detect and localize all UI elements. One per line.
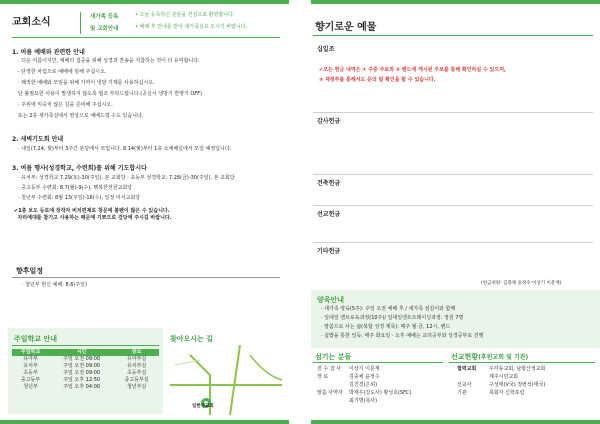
top-accent-bar <box>311 0 600 4</box>
mission-list <box>457 366 545 397</box>
section-3-line: · 중고등부 수련회: 8.7(월)-9(수), 행복한전원교회당 <box>18 185 133 191</box>
top-accent-bar <box>0 0 289 4</box>
servers-list <box>317 366 411 405</box>
mission-kind: 협력교회 <box>457 366 477 372</box>
mission-names: 우각동교회, 남항산정교회 <box>489 366 546 372</box>
table-row <box>12 370 159 377</box>
title-underline <box>313 35 593 36</box>
server-names: 박재우(강도사) 황성호(SFC) <box>349 390 412 396</box>
offering-category: 기타헌금 <box>317 248 341 255</box>
table-row <box>12 363 159 370</box>
table-cell: 청년부실 <box>126 384 147 390</box>
tithe-label: 십일조 <box>317 46 335 53</box>
table-row <box>12 384 159 391</box>
table-cell: 주일 오후 04:00 <box>63 384 101 390</box>
mission-names: 구성태(V국) 정변석(태국) <box>489 382 546 388</box>
mission-title-text: 선교현황 <box>451 353 479 361</box>
upcoming-title: 향후일정 <box>16 267 44 275</box>
page-title-offerings: 향기로운 예물 <box>315 22 377 33</box>
sunday-school-table <box>12 349 159 391</box>
offering-divider <box>313 174 593 175</box>
table-header: 시간 <box>49 349 114 356</box>
page-title-news: 교회소식 <box>12 17 51 28</box>
mission-kind: 기관 <box>457 390 467 396</box>
mission-title <box>451 352 528 362</box>
map-church-label: 일한성교회 <box>192 404 214 409</box>
mission-kind: 선교사 <box>457 382 472 388</box>
mission-divider <box>449 362 595 363</box>
map-title: 찾아오시는 길 <box>170 335 214 343</box>
nurturing-line: · 일대일 엔트로육과정(10주)/ 일대일엔트트레이닝과정: 정원 7명 <box>321 315 464 321</box>
table-cell: 초등부 <box>23 370 38 376</box>
newcomer-note: • 오늘 등록하신 분들을 진심으로 환영합니다. <box>135 12 235 18</box>
server-role: 전 수 집 사 <box>317 366 342 372</box>
table-header-row <box>12 349 159 356</box>
offering-committee: (헌금위원: 김종채 윤정수 이상기 이문재) <box>481 281 562 286</box>
offering-divider <box>313 205 593 206</box>
mission-names: 제주시민교회 <box>489 374 518 380</box>
section-heading-dawn-prayer: 2. 새벽기도회 안내 <box>12 136 64 143</box>
offering-category: 건축헌금 <box>317 180 341 187</box>
server-role: 말씀 사역자 <box>317 390 343 396</box>
table-cell: 주일 오전 09:00 <box>63 356 101 362</box>
offering-category: 감사헌금 <box>317 118 341 125</box>
nurturing-line: · 말씀으로 사는 삶(복합 성경 제목): 매주 월·금, 12시, 밴드 <box>321 324 451 330</box>
server-row <box>317 374 411 381</box>
table-cell: 유치부실 <box>126 363 147 369</box>
nurturing-line: · 새가족 양육(5주): 주일 오전 예배 후 / 새가족 섬김이와 함께 <box>321 306 456 312</box>
nurturing-body <box>321 305 483 340</box>
upcoming-line: · 청년부 헌신 예배: 8.6(주일) <box>22 282 87 288</box>
header-underline <box>12 37 280 38</box>
upcoming-divider <box>12 277 280 278</box>
section-1-line: · 더운 여름이지만, 예배의 집중을 위해 성경과 찬송을 지참하는 것이 더 유익합니다. <box>18 58 200 64</box>
offering-divider <box>313 242 593 243</box>
table-row <box>12 377 159 384</box>
section-1-line: 단 불필요한 사용이 발생하지 않도록 협조 부탁드립니다.(공실시 냉방기 반영기 OFF) <box>18 91 203 97</box>
table-row <box>12 356 159 363</box>
table-cell: 주일 오전 09:00 <box>63 370 101 376</box>
table-cell: 유아부실 <box>126 356 147 362</box>
server-names: 김진경(은퇴) <box>349 382 378 388</box>
server-row <box>317 390 411 397</box>
table-cell: 중고등부 <box>20 377 41 383</box>
table-header: 주일학교 <box>12 349 49 356</box>
section-1-line: 또는 2층 새가족실에서 영상으로 예배드릴 수도 있습니다. <box>18 113 144 119</box>
nurturing-title: 양육안내 <box>317 296 345 304</box>
title-divider <box>80 12 81 34</box>
table-header: 장소 <box>114 349 159 356</box>
section-3-line: · 유치부: 성경학교 7.29(토)-30(주일), 본 교회당 · 초등부 성경학교: 7.28(금)-30(주일), 본 교회당 <box>18 175 235 181</box>
table-cell: 유치부 <box>23 363 38 369</box>
section-heading-summer-events: 3. 여름 행사(성경학교, 수련회)를 위해 기도합시다 <box>12 165 147 172</box>
nurturing-line: · 십밥을 통한 일독: 매주 화요일 · 오후 예배는 교리공부와 성경공부로 진행 <box>321 333 484 339</box>
bottom-accent-bar <box>0 420 289 424</box>
mission-row <box>457 374 545 381</box>
section-1-body <box>18 56 202 120</box>
mission-row <box>457 366 545 373</box>
section-3-line: · 청년부 수련회: 8월 13(주일)-16(수), 일정 미서교회당 <box>18 195 141 201</box>
table-cell: 초등부실 <box>126 370 147 376</box>
mission-row <box>457 382 545 389</box>
right-page <box>311 0 600 424</box>
section-1-line: · 단정한 차림으로 예배에 임해 주십시오. <box>18 69 107 75</box>
map-graphic <box>170 345 282 415</box>
server-role: 장 로 <box>317 374 329 380</box>
servers-title: 섬기는 분들 <box>315 353 352 361</box>
server-row <box>317 382 411 389</box>
guide-note: • 예배 후 안내를 받아 새가족실로 오시기 바랍니다. <box>135 24 248 30</box>
table-cell: 유아부 <box>23 356 38 362</box>
left-page <box>0 0 289 424</box>
page-gutter <box>289 0 311 424</box>
server-names: 최기명(목사) <box>349 398 378 404</box>
table-cell: 청년부 <box>23 384 38 390</box>
sunday-school-divider <box>12 345 159 346</box>
section-2-line: · 내일(7.24, 월)부터 3주간 본당에서 모입니다. 8.14(월)부터 1층 소예배실에서 모일 예정입니다. <box>18 146 232 152</box>
mission-names: 목회자 신학포럼 <box>489 390 525 396</box>
sunday-school-title: 주일학교 안내 <box>14 335 58 343</box>
offering-divider <box>313 112 593 113</box>
mission-row <box>457 390 545 397</box>
offering-category: 선교헌금 <box>317 211 341 218</box>
cushion-notice: ✔1층 보도 등로에 장작자 비치편제로 창문에 볼펜이 많은 수 있습니다. 자리예대를 참기고 사용하는 때문에 기쁘으로 검당에 주시길 바랍니다. <box>14 208 172 221</box>
section-3-body <box>18 173 235 202</box>
server-names: 김종채 윤정수 <box>349 374 380 380</box>
table-cell: 중고등부실 <box>124 377 149 383</box>
table-cell: 주일 오전 09:00 <box>63 363 101 369</box>
directions-map[interactable] <box>170 345 282 415</box>
section-heading-summer-worship: 1. 여름 예배와 관련한 안내 <box>12 49 85 56</box>
newcomer-label: 새가족 등록 <box>90 14 119 20</box>
mission-subtitle: (후원교회 및 기관) <box>478 354 529 361</box>
table-cell: 주일 오후 12:50 <box>63 377 101 383</box>
server-names: 이상기 이문재 <box>349 366 380 372</box>
section-1-line: · 쾌적한 예배와 모임을 위해 가까이 냉방 기계를 사용하십시오. <box>18 80 155 86</box>
server-row <box>317 398 411 405</box>
offering-notice-line-2: ③ 재정부를 통해서도 문의 및 확인을 할 수 있습니다. <box>319 77 436 83</box>
church-guide-label: 및 교회안내 <box>90 26 119 32</box>
servers-divider <box>313 362 443 363</box>
bottom-accent-bar <box>311 420 600 424</box>
section-1-line: · 주위에 익숙치 않은 길을 준비해 주십시오. <box>18 102 113 108</box>
server-row <box>317 366 411 373</box>
offering-notice-line-1: ✔모든 헌금 내역은 ① 주중 주보와 ② 밴드에 게시된 주보를 통해 확인하실 수 있으며, <box>319 67 506 73</box>
